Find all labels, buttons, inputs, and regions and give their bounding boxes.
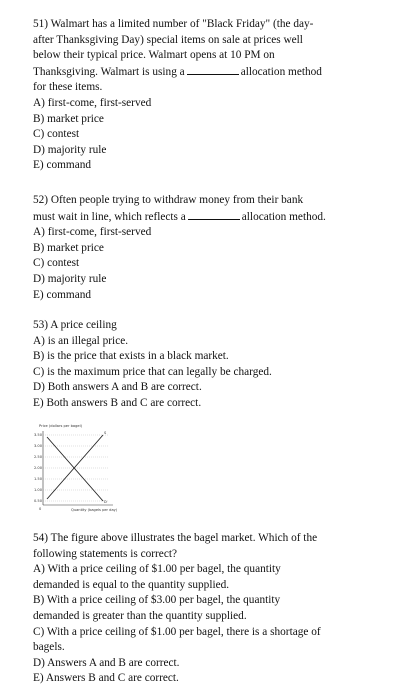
- supply-label: S: [104, 431, 107, 435]
- question-text: 52) Often people trying to withdraw money from their bank: [33, 194, 304, 206]
- bagel-market-figure: [33, 421, 123, 513]
- y-tick-label: 0.50: [34, 499, 43, 504]
- option-c: C) contest: [33, 128, 80, 141]
- supply-curve: [47, 435, 103, 499]
- question-text: below their typical price. Walmart opens at 10 PM on: [33, 49, 275, 62]
- option-b: B) With a price ceiling of $3.00 per bagel, the quantity: [33, 594, 281, 607]
- option-c: C) With a price ceiling of $1.00 per bagel, there is a shortage of: [33, 625, 321, 638]
- question-text-part: Thanksgiving. Walmart is using a: [33, 65, 185, 78]
- y-tick-label: 2.50: [34, 455, 43, 460]
- option-d: D) majority rule: [33, 143, 107, 156]
- option-c: C) contest: [33, 257, 80, 270]
- question-text: after Thanksgiving Day) special items on sale at prices well: [33, 33, 303, 46]
- answer-blank: [187, 64, 239, 75]
- question-text: following statements is correct?: [33, 547, 177, 560]
- y-tick-label: 3.50: [34, 433, 43, 438]
- demand-curve: [47, 437, 103, 501]
- option-e: E) Answers B and C are correct.: [33, 672, 179, 685]
- y-tick-label: 1.50: [34, 477, 43, 482]
- option-e: E) Both answers B and C are correct.: [33, 396, 202, 409]
- option-a: A) first-come, first-served: [33, 96, 152, 109]
- demand-label: D: [104, 500, 107, 504]
- x-axis-label: Quantity (bagels per day): [71, 508, 118, 512]
- option-b: B) market price: [33, 112, 104, 125]
- gridlines: [43, 435, 109, 501]
- option-e: E) command: [33, 288, 92, 301]
- y-tick-label: 3.00: [34, 444, 43, 449]
- y-axis-label: Price (dollars per bagel): [39, 424, 82, 428]
- y-tick-labels: [34, 433, 43, 503]
- y-tick-label: 2.00: [34, 466, 43, 471]
- question-51: [33, 17, 383, 174]
- answer-blank: [188, 209, 240, 220]
- question-text-part: allocation method.: [241, 210, 326, 223]
- question-text-part: must wait in line, which reflects a: [33, 210, 186, 223]
- question-text: [33, 209, 383, 226]
- option-d: D) majority rule: [33, 272, 107, 285]
- option-a: A) is an illegal price.: [33, 334, 129, 347]
- option-a: A) With a price ceiling of $1.00 per bagel, the quantity: [33, 563, 281, 576]
- option-c-cont: bagels.: [33, 641, 65, 654]
- question-54: [33, 531, 383, 687]
- question-52: [33, 193, 383, 303]
- option-e: E) command: [33, 159, 92, 172]
- y-tick-label: 1.00: [34, 488, 43, 493]
- origin-label: 0: [39, 507, 42, 511]
- question-text: 51) Walmart has a limited number of "Black Friday" (the day-: [33, 18, 314, 30]
- option-c: C) is the maximum price that can legally be charged.: [33, 365, 272, 378]
- question-53: [33, 318, 383, 412]
- question-text: 54) The figure above illustrates the bagel market. Which of the: [33, 532, 318, 544]
- option-a-cont: demanded is equal to the quantity supplied.: [33, 578, 230, 591]
- option-a: A) first-come, first-served: [33, 226, 152, 239]
- option-b: B) is the price that exists in a black market.: [33, 350, 229, 363]
- question-text: for these items.: [33, 81, 103, 94]
- question-text: 53) A price ceiling: [33, 319, 117, 331]
- question-text-part: allocation method: [240, 65, 322, 78]
- option-b: B) market price: [33, 241, 104, 254]
- option-d: D) Both answers A and B are correct.: [33, 381, 202, 394]
- question-text: [33, 64, 383, 81]
- option-d: D) Answers A and B are correct.: [33, 656, 180, 669]
- option-b-cont: demanded is greater than the quantity supplied.: [33, 609, 247, 622]
